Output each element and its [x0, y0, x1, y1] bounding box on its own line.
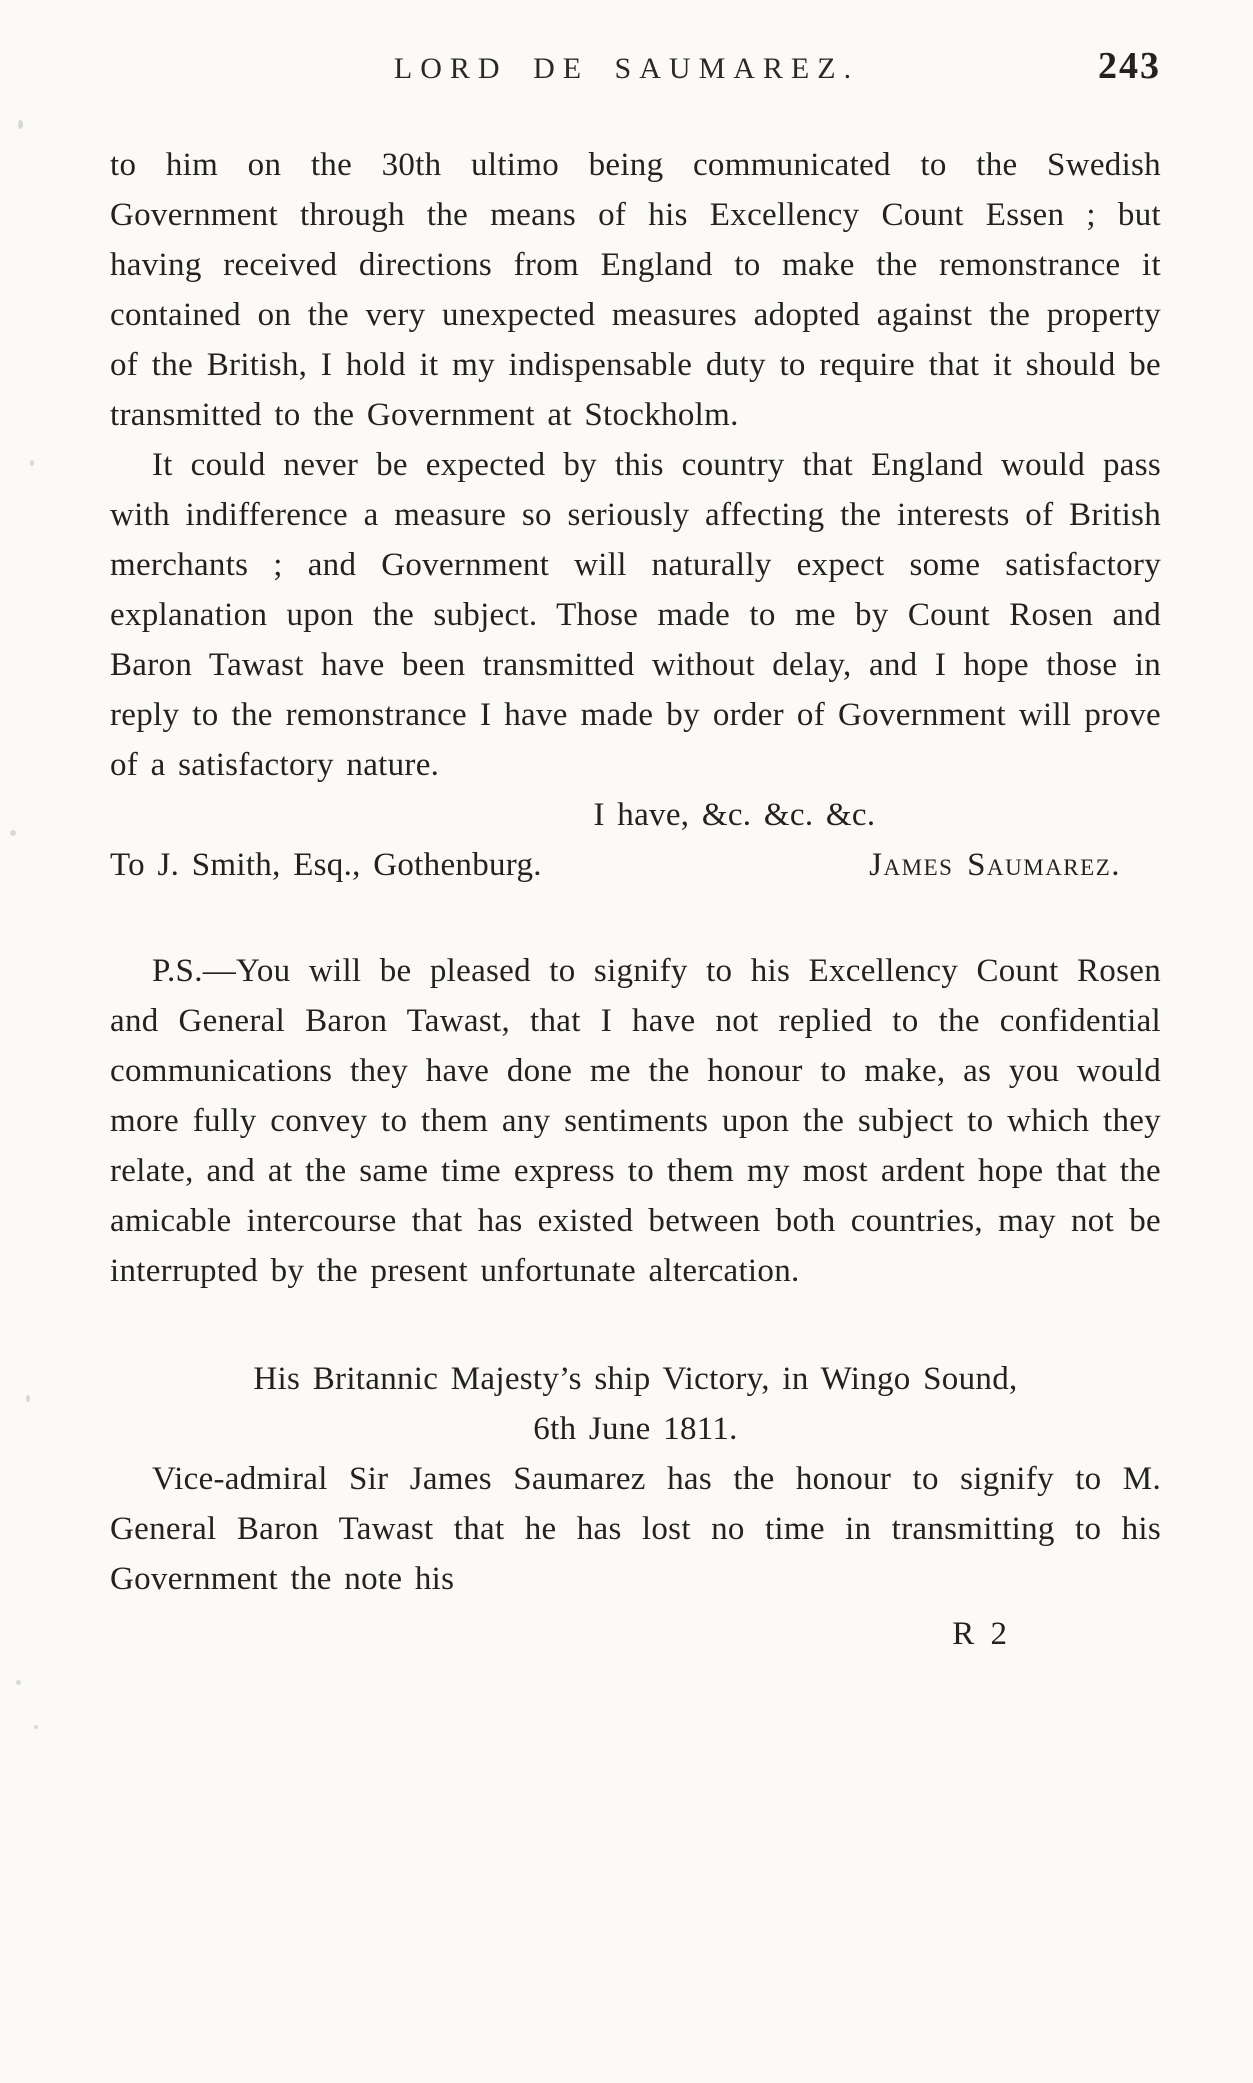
page-text: [0, 114, 1253, 1604]
paragraph-second: It could never be expected by this country that England would pass with indifference a measure so seriously affecting the interests of British merchants ; and Government will naturally expect some satisfactory explanation upon the subject. Those made to me by Count Rosen and Baron Tawast have been transmitted without delay, and I hope those in reply to the remonstrance I have made by order of Government will prove of a satisfactory nature.: [110, 447, 1161, 783]
paper-speck: [10, 830, 16, 836]
postscript-paragraph: P.S.—You will be pleased to signify to his Excellency Count Rosen and General Baron Tawast, that I have not replied to the confidential communications they have done me the honour to make, as you would more fully convey to them any sentiments upon the subject to which they relate, and at the same time express to them my most ardent hope that the amicable intercourse that has existed between both countries, may not be interrupted by the present unfortunate altercation.: [110, 953, 1161, 1289]
letter-addressee: To J. Smith, Esq., Gothenburg.: [110, 847, 542, 883]
paper-speck: [34, 1725, 38, 1729]
letter-signature: James Saumarez.: [869, 847, 1121, 883]
page-footer: [0, 1604, 1253, 1653]
second-letter-dateline: [110, 1354, 1161, 1454]
paper-speck: [30, 460, 34, 466]
page-number: 243: [1098, 45, 1161, 87]
running-head-title: LORD DE SAUMAREZ.: [393, 52, 860, 85]
paper-speck: [18, 120, 23, 129]
paragraph-vice-admiral: Vice-admiral Sir James Saumarez has the honour to signify to M. General Baron Tawast that he has lost no time in transmitting to his Government the note his: [110, 1461, 1161, 1597]
paper-speck: [26, 1395, 30, 1402]
page-header: [0, 0, 1253, 114]
printers-signature-mark: R 2: [952, 1616, 1012, 1652]
signature-row: [110, 840, 1161, 890]
paper-speck: [16, 1680, 21, 1685]
dateline-line-1: His Britannic Majesty’s ship Victory, in Wingo Sound,: [253, 1361, 1018, 1397]
dateline-line-2: 6th June 1811.: [533, 1411, 738, 1447]
paragraph-continuation: to him on the 30th ultimo being communicated to the Swedish Government through the means of his Excellency Count Essen ; but having received directions from England to make the remonstrance it contained on the very unexpected measures adopted against the property of the British, I hold it my indispensable duty to require that it should be transmitted to the Government at Stockholm.: [110, 147, 1161, 433]
letter-valediction: I have, &c. &c. &c.: [593, 797, 876, 833]
